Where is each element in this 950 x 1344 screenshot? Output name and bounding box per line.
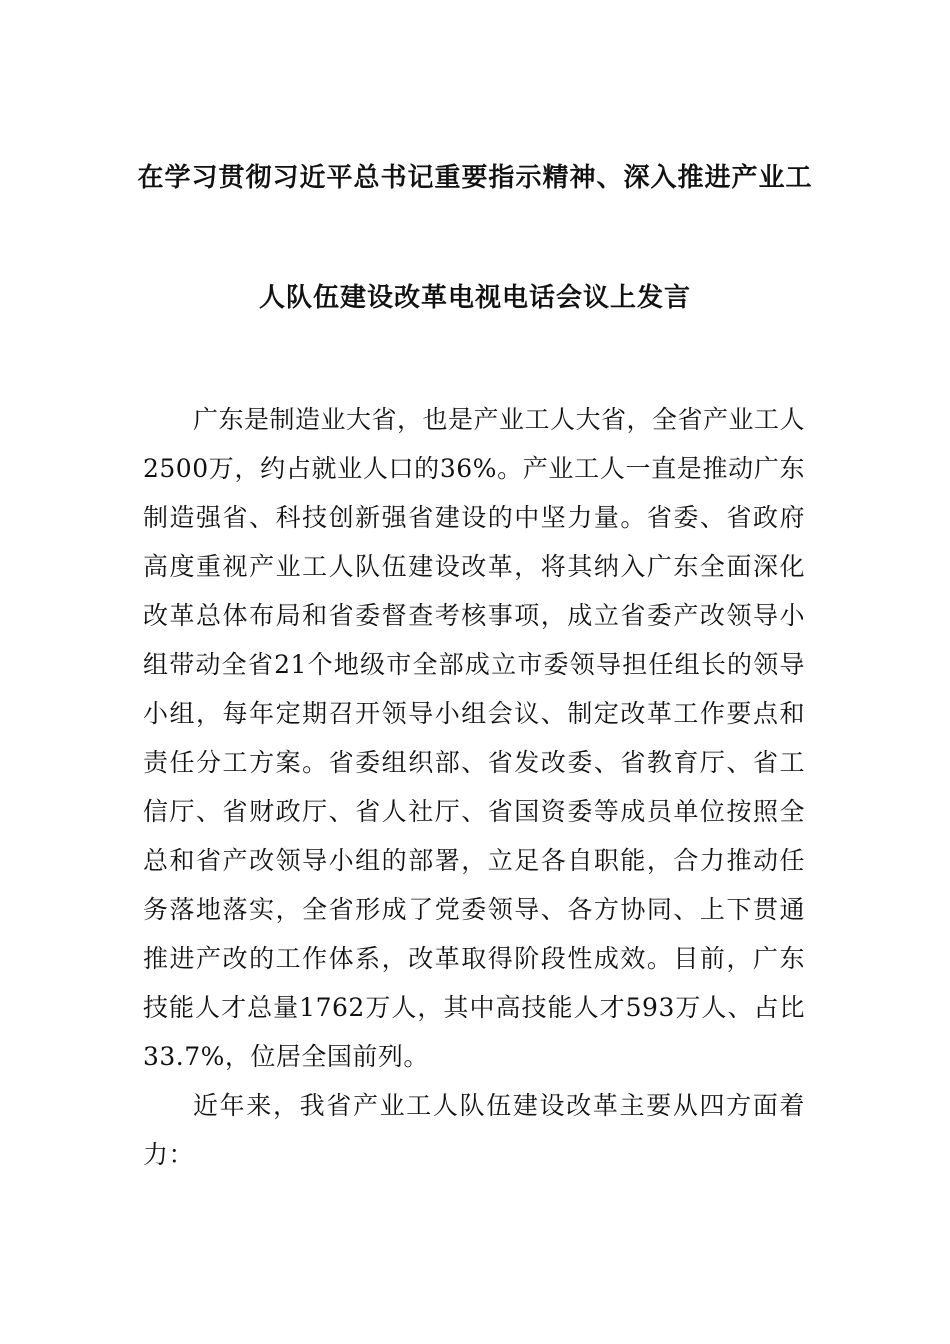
document-body (143, 395, 805, 1179)
body-paragraph-1: 广东是制造业大省，也是产业工人大省，全省产业工人2500万，约占就业人口的36%。产业工人一直是推动广东制造强省、科技创新强省建设的中坚力量。省委、省政府高度重视产业工人队伍建设改革，将其纳入广东全面深化改革总体布局和省委督查考核事项，成立省委产改领导小组带动全省21个地级市全部成立市委领导担任组长的领导小组，每年定期召开领导小组会议、制定改革工作要点和责任分工方案。省委组织部、省发改委、省教育厅、省工信厅、省财政厅、省人社厅、省国资委等成员单位按照全总和省产改领导小组的部署，立足各自职能，合力推动任务落地落实，全省形成了党委领导、各方协同、上下贯通推进产改的工作体系，改革取得阶段性成效。目前，广东技能人才总量1762万人，其中高技能人才593万人、占比33.7%，位居全国前列。 (143, 405, 806, 1071)
document-title-line-1: 在学习贯彻习近平总书记重要指示精神、深入推进产业工 (137, 163, 813, 193)
document-title-line-2: 人队伍建设改革电视电话会议上发言 (258, 283, 691, 313)
body-paragraph-2: 近年来，我省产业工人队伍建设改革主要从四方面着力： (143, 1091, 805, 1169)
